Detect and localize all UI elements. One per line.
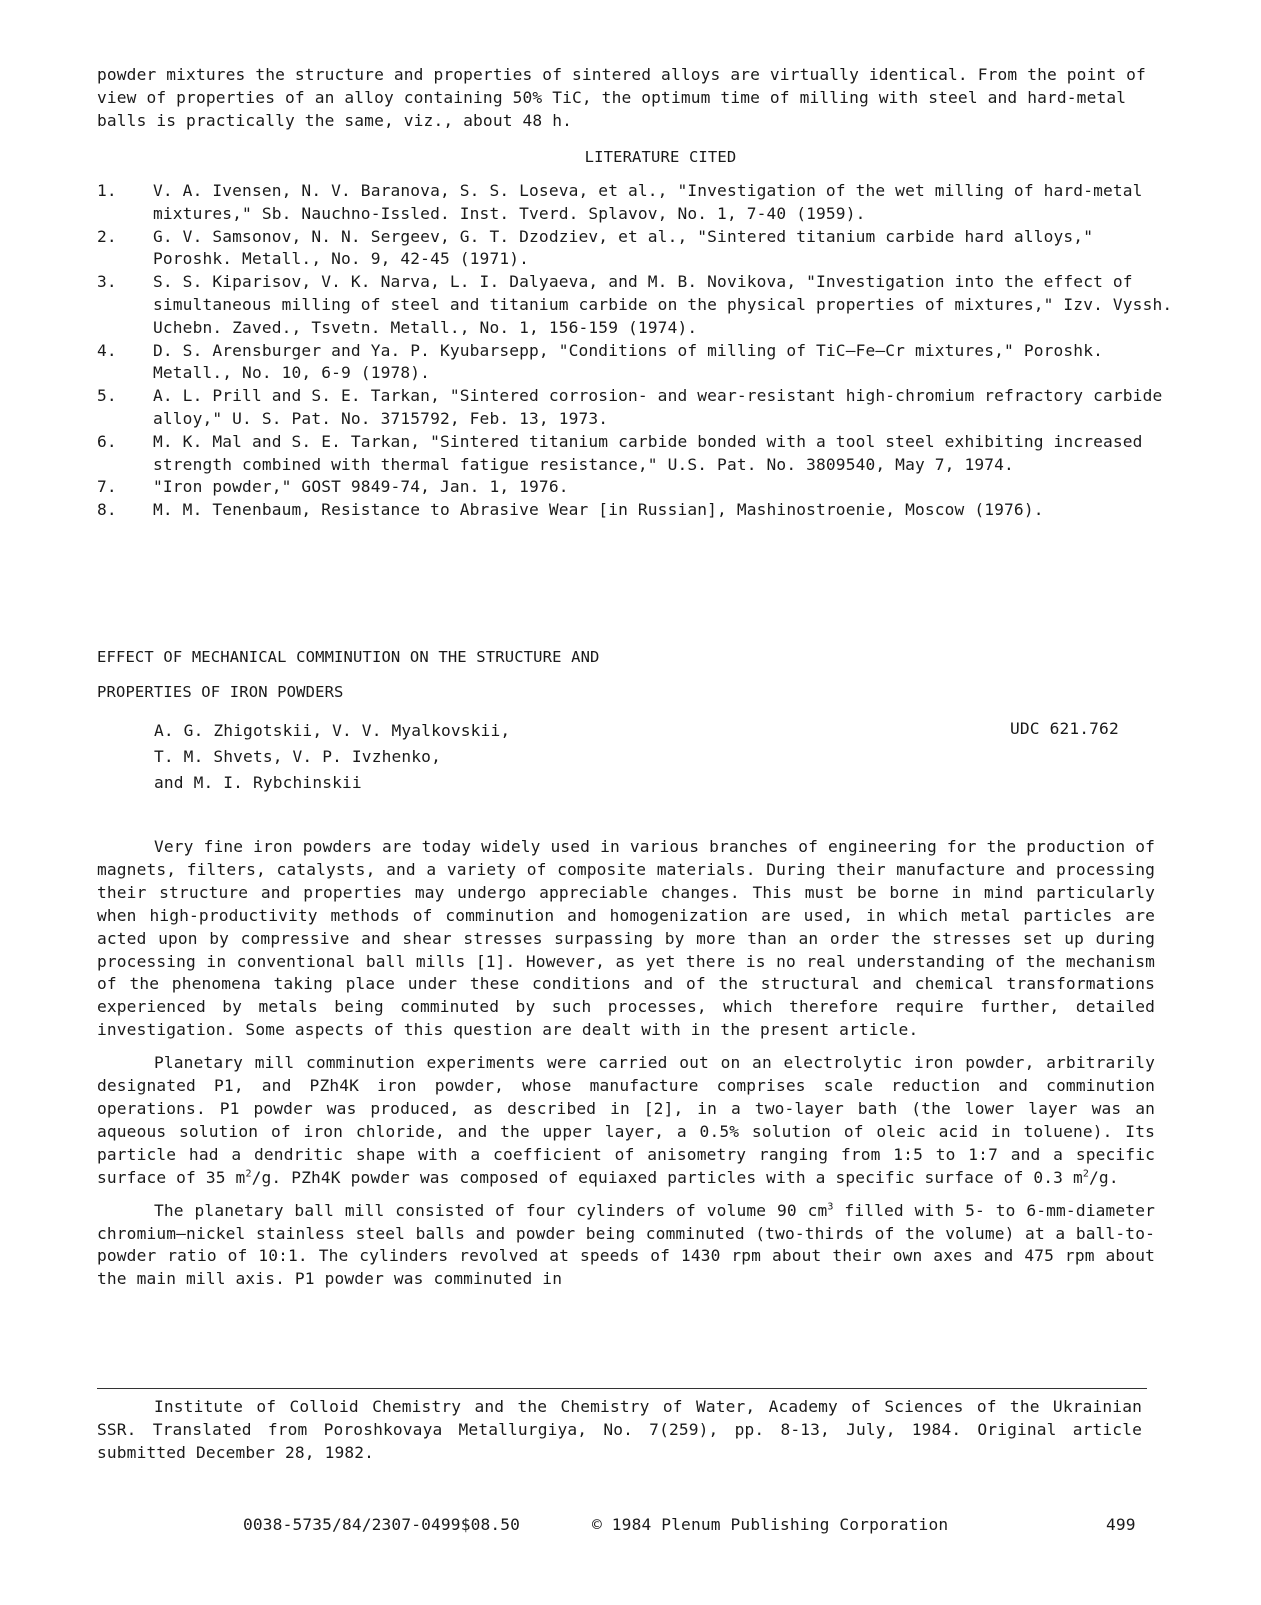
reference-number: 3. [97,272,117,292]
article-title [97,640,600,710]
article-title-line: EFFECT OF MECHANICAL COMMINUTION ON THE STRUCTURE AND [97,648,600,666]
article-title-line: PROPERTIES OF IRON POWDERS [97,683,344,701]
reference-item [97,476,1177,499]
reference-number: 1. [97,181,117,200]
reference-text: V. A. Ivensen, N. V. Baranova, S. S. Loseva, et al., "Investigation of the wet milling of hard-metal mixtures," Sb. Nauchno-Issled. Inst. Tverd. Splavov, No. 1, 7-40 (1959). [153,181,1143,223]
body-paragraph: The planetary ball mill consisted of four cylinders of volume 90 $cm^3$ filled with 5- to 6-mm-diameter chromium—nickel stainless steel balls and powder being comminuted (two-thirds of the volume) at a ball-to-powder ratio of 10:1. The cylinders revolved at speeds of 1430 rpm about their own axes and 475 rpm about the main mill axis. P1 powder was comminuted in [97,1200,1155,1289]
reference-text: D. S. Arensburger and Ya. P. Kyubarsepp, "Conditions of milling of TiC—Fe—Cr mixtures," Poroshk. Metall., No. 10, 6-9 (1978). [153,340,1103,383]
reference-text: M. M. Tenenbaum, Resistance to Abrasive Wear [in Russian], Mashinostroenie, Moscow (1976). [153,500,1044,520]
superscript: 2 [1082,1168,1090,1180]
page-number: 499 [1106,1515,1136,1534]
reference-item [97,340,1177,386]
reference-text: A. L. Prill and S. E. Tarkan, "Sintered corrosion- and wear-resistant high-chromium refractory carbide alloy," U. S. Pat. No. 3715792, Feb. 13, 1973. [153,386,1163,428]
reference-text: M. K. Mal and S. E. Tarkan, "Sintered titanium carbide bonded with a tool steel exhibiting increased strength combined with thermal fatigue resistance," U.S. Pat. No. 3809540, May 7, 1974. [153,431,1143,474]
author-line: and M. I. Rybchinskii [154,773,362,792]
reference-item [97,271,1177,339]
reference-item [97,180,1177,226]
reference-number: 7. [97,477,117,497]
reference-item [97,499,1177,522]
reference-text: S. S. Kiparisov, V. K. Narva, L. I. Dalyaeva, and M. B. Novikova, "Investigation into the effect of simultaneous milling of steel and titanium carbide on the physical properties of mixtures," Izv. Vyssh. Uchebn. Zaved., Tsvetn. Metall., No. 1, 156-159 (1974). [153,272,1173,337]
intro-paragraph: powder mixtures the structure and properties of sintered alloys are virtually identical. From the point of view of properties of an alloy containing 50% TiC, the optimum time of milling with steel and hard-metal balls is practically the same, viz., about 48 h. [97,65,1146,130]
reference-number: 8. [97,500,117,520]
author-line: A. G. Zhigotskii, V. V. Myalkovskii, [154,721,511,740]
reference-number: 2. [97,226,117,246]
reference-item [97,385,1177,431]
article-body [97,836,1155,1301]
body-paragraph: Planetary mill comminution experiments were carried out on an electrolytic iron powder, arbitrarily designated P1, and PZh4K iron powder, whose manufacture comprises scale reduction and comminution operations. P1 powder was produced, as described in [2], in a two-layer bath (the lower layer was an aqueous solution of iron chloride, and the upper layer, a 0.5% solution of oleic acid in toluene). Its particle had a dendritic shape with a coefficient of anisometry ranging from 1:5 to 1:7 and a specific surface of 35 $m^2/g$. PZh4K powder was composed of equiaxed particles with a specific surface of 0.3 $m^2/g$. [97,1053,1155,1187]
author-line: T. M. Shvets, V. P. Ivzhenko, [154,747,441,766]
reference-number: 4. [97,340,117,360]
journal-code: 0038-5735/84/2307-0499$08.50 [243,1515,521,1534]
reference-item [97,431,1177,477]
reference-item [97,226,1177,272]
udc-code: UDC 621.762 [1010,719,1119,738]
copyright-notice: © 1984 Plenum Publishing Corporation [592,1515,949,1534]
reference-text: G. V. Samsonov, N. N. Sergeev, G. T. Dzodziev, et al., "Sintered titanium carbide hard alloys," Poroshk. Metall., No. 9, 42-45 (1971). [153,226,1094,269]
reference-number: 6. [97,431,117,451]
literature-cited-heading: LITERATURE CITED [584,148,737,166]
superscript: 3 [827,1201,834,1213]
author-list [154,718,510,796]
footnote-divider [97,1388,1147,1389]
affiliation-footnote: Institute of Colloid Chemistry and the Chemistry of Water, Academy of Sciences of the Ukrainian SSR. Translated from Poroshkovaya Metallurgiya, No. 7(259), pp. 8-13, July, 1984. Original article submitted December 28, 1982. [97,1397,1142,1462]
reference-list [97,180,1177,522]
body-paragraph: Very fine iron powders are today widely used in various branches of engineering for the production of magnets, filters, catalysts, and a variety of composite materials. During their manufacture and processing their structure and properties may undergo appreciable changes. This must be borne in mind particularly when high-productivity methods of comminution and homogenization are used, in which metal particles are acted upon by compressive and shear stresses surpassing by more than an order the stresses set up during processing in conventional ball mills [1]. However, as yet there is no real understanding of the mechanism of the phenomena taking place under these conditions and of the structural and chemical transformations experienced by metals being comminuted by such processes, which therefore require further, detailed investigation. Some aspects of this question are dealt with in the present article. [97,837,1155,1040]
superscript: 2 [245,1168,252,1180]
reference-text: "Iron powder," GOST 9849-74, Jan. 1, 1976. [153,477,569,497]
reference-number: 5. [97,386,117,406]
